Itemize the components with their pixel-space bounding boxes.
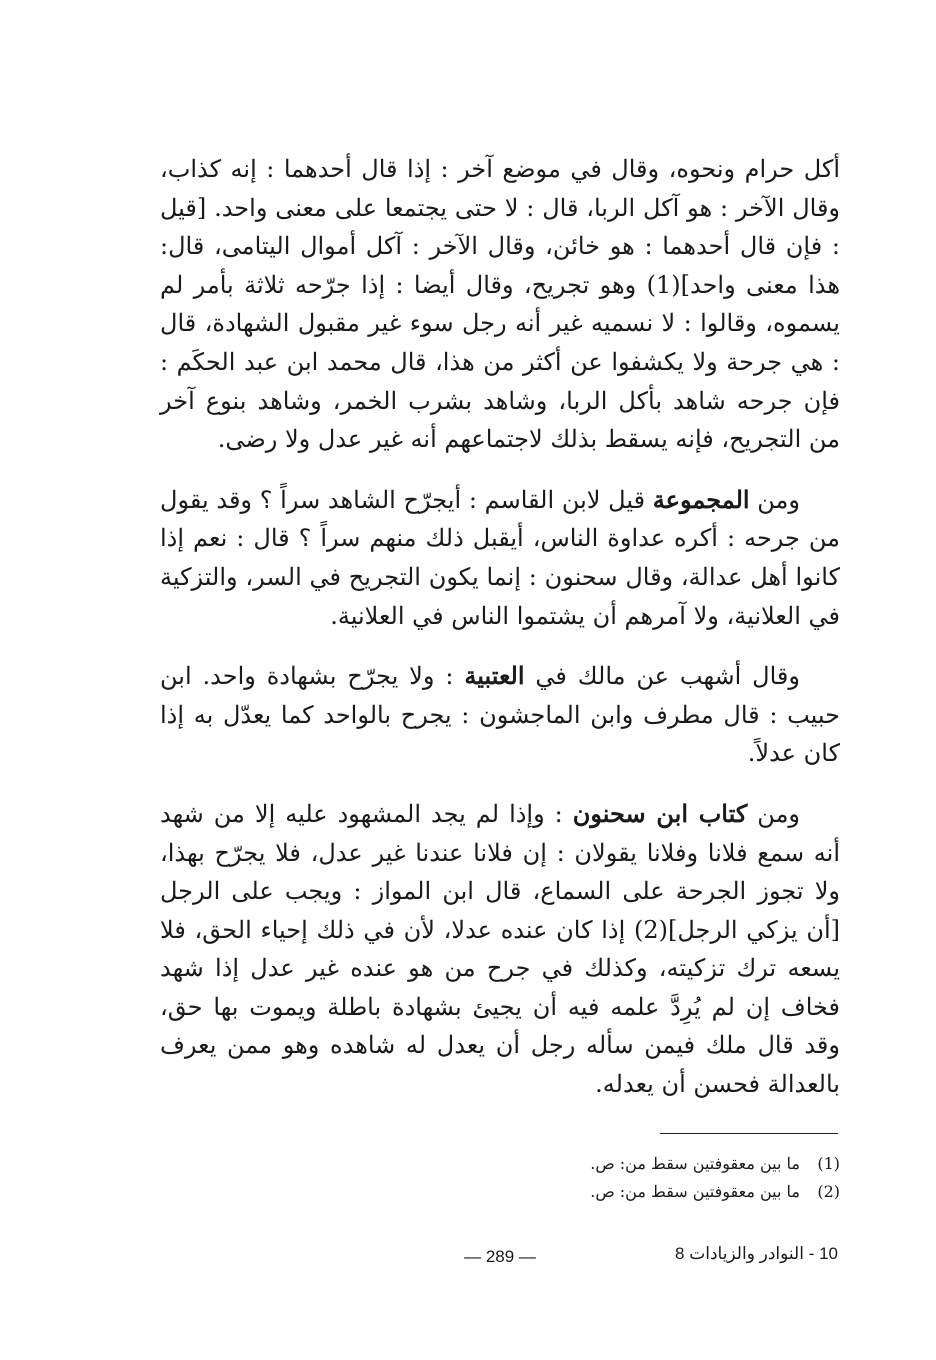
page-number: — 289 — <box>464 1247 536 1266</box>
paragraph-2-book-title: المجموعة <box>652 484 750 514</box>
body-text <box>160 150 840 1126</box>
footnote-number: (2) <box>817 1182 840 1201</box>
paragraph-4-book-title: كتاب ابن سحنون <box>572 798 748 828</box>
paragraph-1: أكل حرام ونحوه، وقال في موضع آخر : إذا قال أحدهما : إنه كذاب، وقال الآخر : هو آكل الربا، قال : لا حتى يجتمعا على معنى واحد. [قيل : فإن قال أحدهما : هو خائن، وقال الآخر : آكل أموال اليتامى، قال: هذا معنى واحد](1) وهو تجريح، وقال أيضا : إذا جرّحه ثلاثة بأمر لم يسموه، وقالوا : لا نسميه غير أنه رجل سوء غير مقبول الشهادة، قال : هي جرحة ولا يكشفوا عن أكثر من هذا، قال محمد ابن عبد الحكَم : فإن جرحه شاهد بأكل الربا، وشاهد بشرب الخمر، وشاهد بنوع آخر من التجريح، فإنه يسقط بذلك لاجتماعهم أنه غير عدل ولا رضى. <box>160 155 841 454</box>
paragraph-2 <box>160 481 840 635</box>
paragraph-4-lead: ومن <box>747 799 801 828</box>
volume-signature: 10 - النوادر والزيادات 8 <box>675 1244 838 1263</box>
paragraph-3-lead: وقال أشهب عن مالك في <box>524 662 800 691</box>
paragraph-4 <box>160 795 840 1104</box>
footnote-2 <box>540 1178 840 1206</box>
paragraph-3 <box>160 657 840 773</box>
paragraph-4-text: : وإذا لم يجد المشهود عليه إلا من شهد أنه سمع فلانا وفلانا يقولان : إن فلانا عندنا غير عدل، فلا يجرّح بهذا، ولا تجوز الجرحة على السماع، قال ابن المواز : ويجب على الرجل [أن يزكي الرجل](2) إذا كان عنده عدلا، لأن في ذلك إحياء الحق، فلا يسعه ترك تزكيته، وكذلك في جرح من هو عنده غير عدل إذا شهد فخاف إن لم يُرِدَّ علمه فيه أن يجيئ بشهادة باطلة ويموت بها حق، وقد قال ملك فيمن سأله رجل أن يعدل له شاهده وهو ممن يعرف بالعدالة فحسن أن يعدله. <box>160 799 840 1099</box>
paragraph-2-lead: ومن <box>749 485 800 514</box>
footnote-text: ما بين معقوفتين سقط من: ص. <box>590 1182 800 1201</box>
footnote-text: ما بين معقوفتين سقط من: ص. <box>590 1154 800 1173</box>
paragraph-3-text: : ولا يجرّح بشهادة واحد. ابن حبيب : قال مطرف وابن الماجشون : يجرح بالواحد كما يعدّل به إذا كان عدلاً. <box>160 662 840 768</box>
footnote-number: (1) <box>817 1154 840 1173</box>
paragraph-2-text: قيل لابن القاسم : أيجرّح الشاهد سراً ؟ وقد يقول من جرحه : أكره عداوة الناس، أيقبل ذلك منهم سراً ؟ قال : نعم إذا كانوا أهل عدالة، وقال سحنون : إنما يكون التجريح في السر، والتزكية في العلانية، ولا آمرهم أن يشتموا الناس في العلانية. <box>160 485 840 630</box>
footnotes <box>540 1150 840 1206</box>
footnote-1 <box>540 1150 840 1178</box>
paragraph-3-book-title: العتبية <box>464 661 525 691</box>
footnote-divider <box>660 1133 838 1134</box>
